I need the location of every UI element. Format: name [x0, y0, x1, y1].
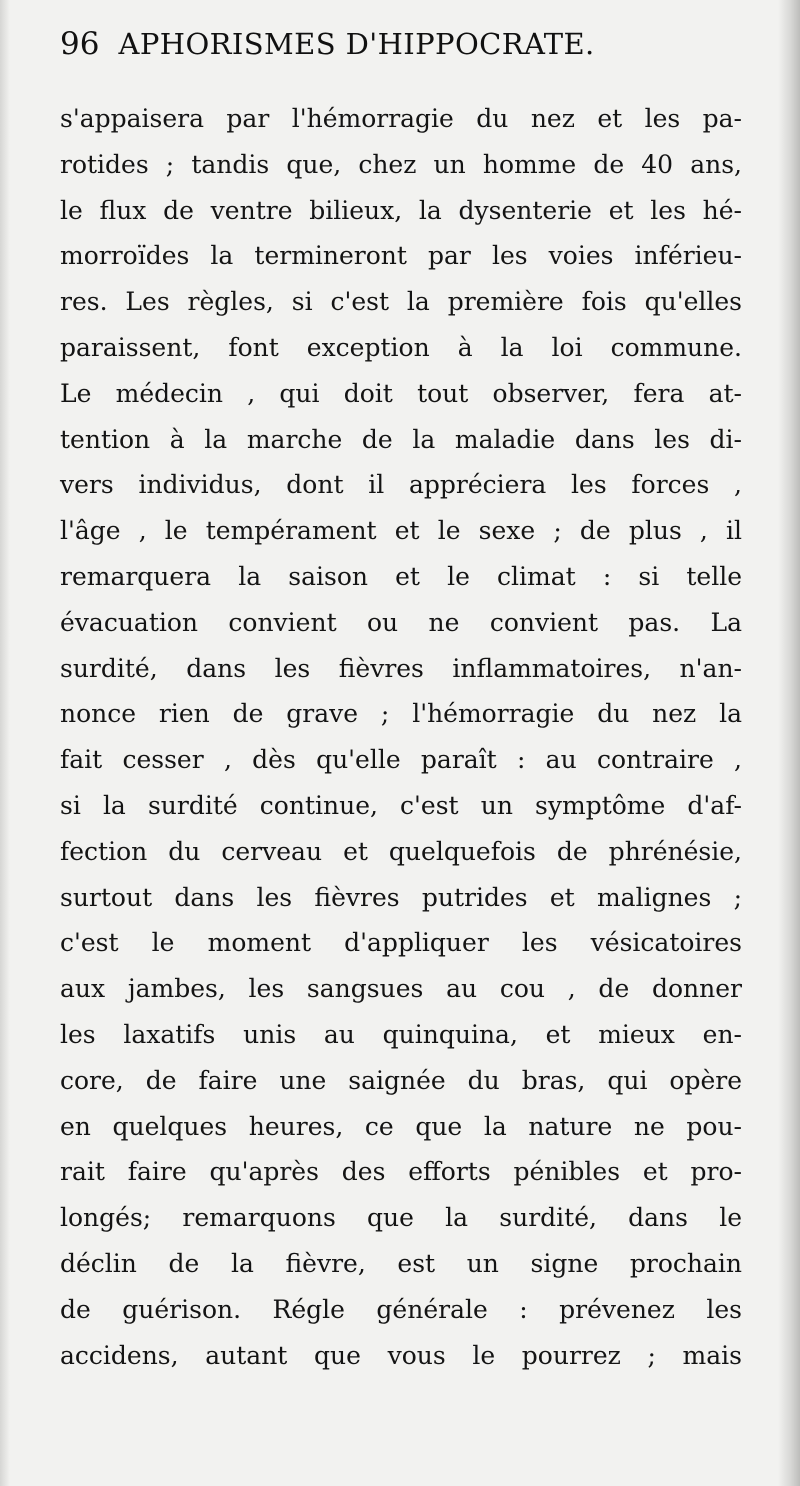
running-head [60, 26, 760, 86]
text-line: c'est le moment d'appliquer les vésicatoires [60, 928, 742, 958]
text-line: Le médecin , qui doit tout observer, fera at- [60, 378, 742, 408]
body-text [60, 96, 742, 1378]
text-line: rotides ; tandis que, chez un homme de 40 ans, [60, 149, 742, 179]
text-line: de guérison. Régle générale : prévenez les [60, 1294, 742, 1324]
text-line: core, de faire une saignée du bras, qui opère [60, 1065, 742, 1095]
text-line: paraissent, font exception à la loi commune. [60, 332, 742, 362]
text-line: rait faire qu'après des efforts pénibles et pro- [60, 1157, 742, 1187]
text-line: accidens, autant que vous le pourrez ; mais [60, 1340, 742, 1370]
text-line: fait cesser , dès qu'elle paraît : au contraire , [60, 745, 742, 775]
text-line: remarquera la saison et le climat : si telle [60, 561, 742, 591]
text-line: tention à la marche de la maladie dans les di- [60, 424, 742, 454]
text-line: l'âge , le tempérament et le sexe ; de plus , il [60, 516, 742, 546]
text-line: s'appaisera par l'hémorragie du nez et les pa- [60, 104, 742, 133]
page-edge-shadow [778, 0, 800, 1486]
text-line: nonce rien de grave ; l'hémorragie du nez la [60, 699, 742, 729]
text-line: aux jambes, les sangsues au cou , de donner [60, 974, 742, 1004]
text-line: déclin de la fièvre, est un signe prochain [60, 1248, 742, 1278]
page-gutter-shadow [0, 0, 10, 1486]
text-line: longés; remarquons que la surdité, dans le [60, 1203, 742, 1233]
text-line: res. Les règles, si c'est la première fois qu'elles [60, 287, 742, 317]
page-number: 96 [60, 26, 100, 62]
text-line: en quelques heures, ce que la nature ne pou- [60, 1111, 742, 1141]
text-line: surdité, dans les fièvres inflammatoires, n'an- [60, 653, 742, 683]
text-line: si la surdité continue, c'est un symptôme d'af- [60, 790, 742, 820]
text-line: les laxatifs unis au quinquina, et mieux en- [60, 1019, 742, 1049]
running-title: APHORISMES D'HIPPOCRATE. [118, 27, 595, 61]
text-line: évacuation convient ou ne convient pas. La [60, 607, 742, 637]
text-line: vers individus, dont il appréciera les forces , [60, 470, 742, 500]
text-line: le flux de ventre bilieux, la dysenterie et les hé- [60, 195, 742, 225]
text-line: surtout dans les fièvres putrides et malignes ; [60, 882, 742, 912]
text-line: fection du cerveau et quelquefois de phrénésie, [60, 836, 742, 866]
text-line: morroïdes la termineront par les voies inférieu- [60, 241, 742, 271]
